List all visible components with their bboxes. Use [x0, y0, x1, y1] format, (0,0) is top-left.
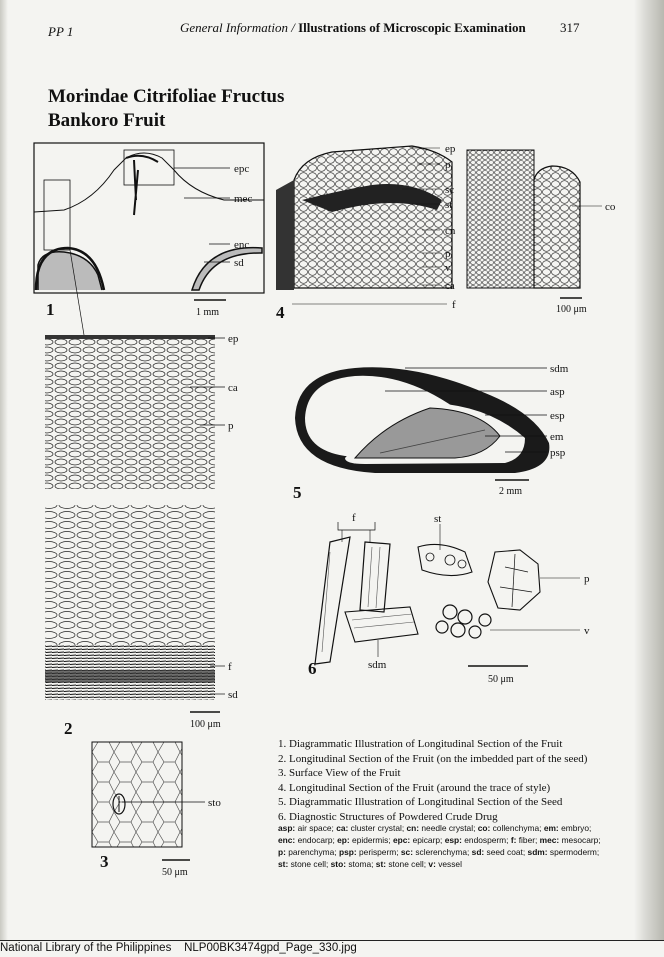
legend-abbr: co: — [477, 823, 491, 833]
fig4-label-sc: sc — [445, 184, 455, 196]
legend-abbr: st: — [375, 859, 387, 869]
fig4-label-f: f — [452, 299, 456, 311]
fig2-label-sd: sd — [228, 689, 238, 701]
legend-abbr: enc: — [278, 835, 296, 845]
figure-2-section — [40, 330, 280, 740]
fig4-number: 4 — [276, 303, 285, 322]
fig4-label-ep: ep — [445, 143, 456, 155]
title-common: Bankoro Fruit — [48, 110, 166, 131]
legend-text: fiber; — [518, 835, 538, 845]
fig3-number: 3 — [100, 852, 109, 871]
fig2-scale: 100 μm — [190, 719, 221, 730]
fig1-label-epc: epc — [234, 163, 250, 175]
page-number: 317 — [560, 20, 580, 35]
abbreviation-legend — [278, 822, 608, 870]
title-latin: Morindae Citrifoliae Fructus — [48, 86, 285, 107]
fig6-scale: 50 μm — [488, 674, 514, 685]
legend-text: stone cell; — [290, 859, 329, 869]
fig1-label-enc: enc — [234, 239, 250, 251]
legend-text: endosperm; — [464, 835, 509, 845]
legend-abbr: ca: — [336, 823, 349, 833]
fig5-label-esp: esp — [550, 410, 565, 422]
legend-text: endocarp; — [297, 835, 335, 845]
caption-1: 1. Diagrammatic Illustration of Longitudinal Section of the Fruit — [278, 738, 563, 750]
fig3-scale: 50 μm — [162, 867, 188, 878]
legend-text: epicarp; — [412, 835, 443, 845]
figure-4-section — [272, 140, 632, 320]
legend-text: stone cell; — [388, 859, 427, 869]
fig1-scale: 1 mm — [196, 307, 220, 318]
legend-text: embryo; — [561, 823, 592, 833]
fig5-label-em: em — [550, 431, 564, 443]
fig5-scale: 2 mm — [499, 486, 523, 497]
legend-abbr: st: — [278, 859, 289, 869]
legend-text: perisperm; — [359, 847, 399, 857]
legend-text: epidermis; — [352, 835, 391, 845]
caption-4: 4. Longitudinal Section of the Fruit (around the trace of style) — [278, 781, 551, 794]
legend-text: seed coat; — [486, 847, 526, 857]
fig1-number: 1 — [46, 300, 55, 319]
header-category: General Information / — [180, 20, 295, 35]
fig4-label-st: st — [445, 199, 453, 211]
legend-abbr: p: — [278, 847, 286, 857]
fig1-label-sd: sd — [234, 257, 244, 269]
legend-text: vessel — [438, 859, 462, 869]
fig6-label-p: p — [584, 573, 590, 585]
header-chapter: Illustrations of Microscopic Examination — [298, 20, 526, 35]
fig6-label-v: v — [584, 625, 590, 637]
legend-abbr: epc: — [393, 835, 411, 845]
fig2-label-ep: ep — [228, 333, 239, 345]
legend-text: air space; — [297, 823, 334, 833]
legend-abbr: sto: — [330, 859, 346, 869]
legend-abbr: mec: — [539, 835, 560, 845]
figure-1-diagram — [34, 140, 284, 325]
fig4-label-co: co — [605, 201, 616, 213]
fig6-label-f: f — [352, 512, 356, 524]
figure-captions — [278, 737, 618, 824]
scan-footer — [0, 940, 664, 954]
legend-abbr: ep: — [337, 835, 350, 845]
legend-abbr: sc: — [400, 847, 413, 857]
fig1-label-mec: mec — [234, 193, 253, 205]
legend-text: spermoderm; — [549, 847, 600, 857]
figure-3-surface — [92, 742, 272, 882]
legend-abbr: cn: — [406, 823, 420, 833]
legend-text: sclerenchyma; — [415, 847, 470, 857]
scan-spine-shadow — [634, 0, 664, 940]
fig4-label-cn: cn — [445, 225, 456, 237]
legend-text: cluster crystal; — [350, 823, 405, 833]
legend-abbr: psp: — [338, 847, 357, 857]
header-section: PP 1 — [48, 24, 74, 39]
legend-abbr: esp: — [444, 835, 462, 845]
header-running-title — [180, 20, 526, 36]
legend-text: needle crystal; — [421, 823, 476, 833]
legend-text: stoma; — [348, 859, 374, 869]
caption-3: 3. Surface View of the Fruit — [278, 767, 401, 779]
fig2-label-p: p — [228, 420, 234, 432]
footer-library: National Library of the Philippines — [0, 942, 172, 954]
caption-2: 2. Longitudinal Section of the Fruit (on the imbedded part of the seed) — [278, 752, 588, 765]
legend-abbr: f: — [510, 835, 517, 845]
legend-abbr: sd: — [471, 847, 485, 857]
fig4-label-p1: p — [445, 159, 451, 171]
legend-abbr: sdm: — [527, 847, 548, 857]
figure-5-seed — [285, 358, 625, 503]
legend-text: mesocarp; — [561, 835, 601, 845]
footer-filename: NLP00BK3474gpd_Page_330.jpg — [184, 942, 357, 954]
fig5-label-sdm: sdm — [550, 363, 569, 375]
caption-6: 6. Diagnostic Structures of Powdered Crude Drug — [278, 810, 498, 823]
fig2-label-f: f — [228, 661, 232, 673]
fig3-label-sto: sto — [208, 797, 221, 809]
fig5-number: 5 — [293, 483, 302, 502]
fig6-label-sdm: sdm — [368, 659, 387, 671]
legend-text: collenchyma; — [492, 823, 542, 833]
scan-left-edge — [0, 0, 8, 940]
fig6-number: 6 — [308, 659, 317, 678]
fig2-label-ca: ca — [228, 382, 238, 394]
caption-5: 5. Diagrammatic Illustration of Longitudinal Section of the Seed — [278, 796, 563, 808]
fig4-label-ca: ca — [445, 280, 455, 292]
legend-abbr: v: — [428, 859, 436, 869]
legend-abbr: em: — [543, 823, 559, 833]
fig6-label-st: st — [434, 513, 442, 525]
fig5-label-asp: asp — [550, 386, 565, 398]
figure-6-powder — [300, 512, 620, 692]
fig4-scale: 100 μm — [556, 304, 587, 315]
fig2-number: 2 — [64, 719, 73, 738]
legend-abbr: asp: — [278, 823, 296, 833]
fig4-label-v: v — [445, 262, 451, 274]
legend-text: parenchyma; — [288, 847, 337, 857]
fig4-label-p2: p — [445, 248, 451, 260]
fig5-label-psp: psp — [550, 447, 566, 459]
